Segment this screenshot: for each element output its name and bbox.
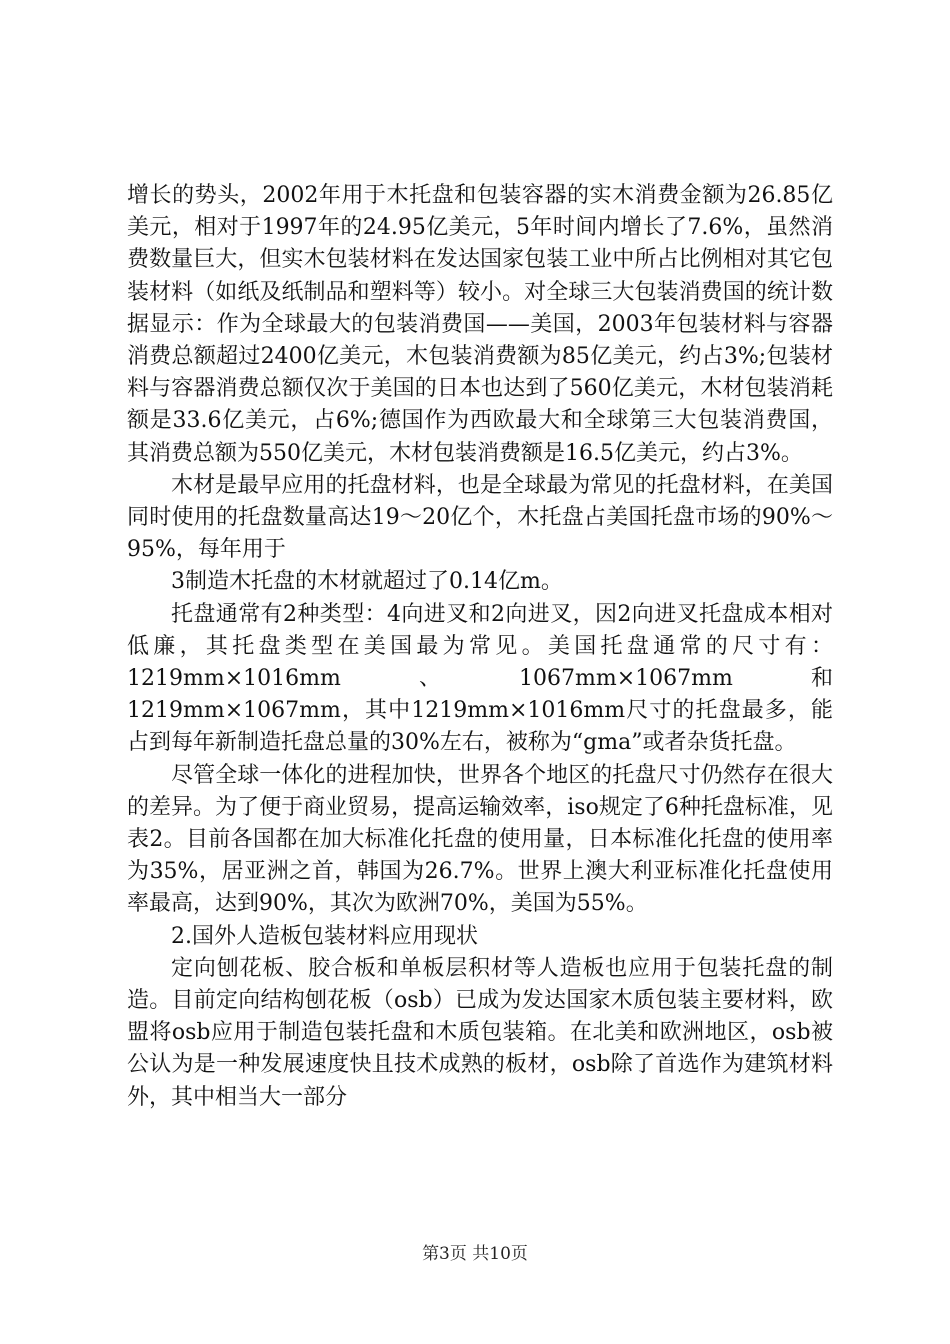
paragraph-wood-based-panels: 定向刨花板、胶合板和单板层积材等人造板也应用于包装托盘的制造。目前定向结构刨花板（osb）已成为发达国家木质包装主要材料，欧盟将osb应用于制造包装托盘和木质包装箱。在北美和欧洲地区，osb被公认为是一种发展速度快且技术成熟的板材，osb除了首选作为建筑材料外，其中相当大一部分 — [127, 955, 833, 1110]
paragraph-pallet-standards: 尽管全球一体化的进程加快，世界各个地区的托盘尺寸仍然存在很大的差异。为了便于商业贸易，提高运输效率，iso规定了6种托盘标准，见表2。目前各国都在加大标准化托盘的使用量，日本标准化托盘的使用率为35%，居亚洲之首，韩国为26.7%。世界上澳大利亚标准化托盘使用率最高，达到90%，其次为欧洲70%，美国为55%。 — [127, 762, 833, 917]
paragraph-wood-pallet-material: 木材是最早应用的托盘材料，也是全球最为常见的托盘材料，在美国同时使用的托盘数量高达19～20亿个，木托盘占美国托盘市场的90%～95%，每年用于 — [127, 472, 833, 563]
document-body — [127, 180, 833, 1114]
paragraph-wood-volume: 3制造木托盘的木材就超过了0.14亿m。 — [171, 569, 563, 595]
page-number-footer: 第3页 共10页 — [422, 1244, 528, 1264]
paragraph-pallet-types: 托盘通常有2种类型：4向进叉和2向进叉，因2向进叉托盘成本相对低廉，其托盘类型在美国最为常见。美国托盘通常的尺寸有：1219mm×1016mm、1067mm×1067mm和1219mm×1067mm，其中1219mm×1016mm尺寸的托盘最多，能占到每年新制造托盘总量的30%左右，被称为“gma”或者杂货托盘。 — [127, 601, 833, 756]
section-heading: 2.国外人造板包装材料应用现状 — [171, 923, 478, 949]
paragraph-continuation: 增长的势头，2002年用于木托盘和包装容器的实木消费金额为26.85亿美元，相对于1997年的24.95亿美元，5年时间内增长了7.6%，虽然消费数量巨大，但实木包装材料在发达国家包装工业中所占比例相对其它包装材料（如纸及纸制品和塑料等）较小。对全球三大包装消费国的统计数据显示：作为全球最大的包装消费国——美国，2003年包装材料与容器消费总额超过2400亿美元，木包装消费额为85亿美元，约占3%;包装材料与容器消费总额仅次于美国的日本也达到了560亿美元，木材包装消耗额是33.6亿美元，占6%;德国作为西欧最大和全球第三大包装消费国，其消费总额为550亿美元，木材包装消费额是16.5亿美元，约占3%。 — [127, 183, 833, 466]
